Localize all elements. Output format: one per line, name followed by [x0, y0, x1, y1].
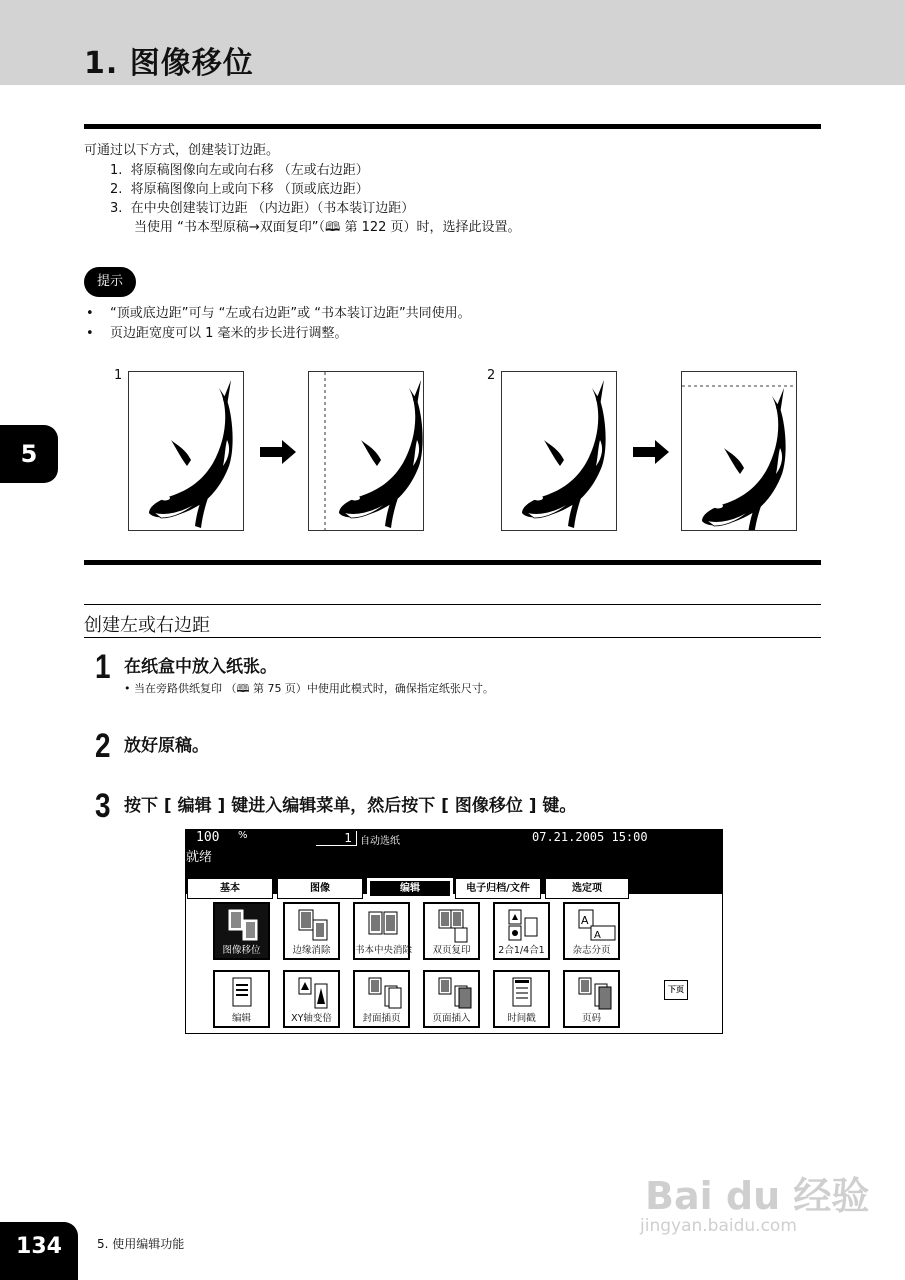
- paper-mode: 自动选纸: [360, 836, 400, 847]
- tab-basic[interactable]: 基本: [188, 879, 272, 898]
- step-text: 在纸盒中放入纸张。: [124, 657, 277, 677]
- section-title: 创建左或右边距: [84, 615, 210, 636]
- tab-image[interactable]: 图像: [278, 879, 362, 898]
- book-center-erase-icon: [367, 908, 399, 944]
- step-number: 1: [95, 648, 111, 686]
- figure-panel-shifted-down: [681, 371, 797, 531]
- footer-chapter: 5. 使用编辑功能: [97, 1237, 185, 1251]
- percent-sign: %: [238, 830, 248, 841]
- button-label: 双页复印: [432, 945, 471, 956]
- svg-text:A: A: [594, 930, 601, 941]
- arrow-right-icon: [260, 440, 296, 464]
- page-number: 134: [0, 1222, 78, 1280]
- image-shift-icon: [227, 908, 259, 944]
- arrow-right-icon: [633, 440, 669, 464]
- button-label: 书本中央消除: [355, 945, 413, 956]
- watermark-logo: Bai du 经验: [645, 1174, 870, 1218]
- button-label: 编辑: [231, 1013, 251, 1024]
- button-label: 页面插入: [432, 1013, 471, 1024]
- copies-value: 100: [196, 830, 220, 845]
- tip-bullets: [84, 304, 471, 344]
- chapter-tab: 5: [0, 425, 58, 483]
- sheet-insertion-icon: [437, 976, 477, 1012]
- button-label: 边缘消除: [292, 945, 331, 956]
- svg-text:A: A: [581, 914, 589, 927]
- tab-edit[interactable]: 编辑: [368, 879, 452, 898]
- tip-badge: 提示: [84, 267, 136, 297]
- copy-count: 1: [316, 831, 357, 846]
- intro-item-2: 2. 将原稿图像向上或向下移 （顶或底边距）: [110, 182, 369, 197]
- next-page-button[interactable]: 下页: [664, 980, 688, 1000]
- button-label: XY轴变倍: [291, 1013, 332, 1024]
- step-number: 2: [95, 727, 111, 765]
- step-number: 3: [95, 787, 111, 825]
- screen-status-bar: [186, 830, 722, 894]
- orca-image: [502, 372, 616, 530]
- magazine-sort-icon: [577, 908, 617, 944]
- page-title: 1. 图像移位: [84, 46, 254, 81]
- intro-item-1: 1. 将原稿图像向左或向右移 （左或右边距）: [110, 163, 369, 178]
- step-text: 放好原稿。: [124, 736, 209, 756]
- copier-touch-screen: [185, 829, 723, 1034]
- figure-panel-shifted-right: [308, 371, 424, 531]
- status-text: 就绪: [186, 850, 213, 865]
- book-center-erase-button[interactable]: [353, 902, 413, 960]
- top-rule: [84, 124, 821, 129]
- cover-sheet-icon: [367, 976, 407, 1012]
- orca-image: [309, 372, 423, 530]
- cover-sheet-button[interactable]: [353, 970, 410, 1028]
- tip-bullet: • 页边距宽度可以 1 毫米的步长进行调整。: [84, 324, 471, 344]
- button-label: 时间戳: [507, 1013, 536, 1024]
- image-shift-button[interactable]: [213, 902, 270, 960]
- figure-label-2: 2: [487, 368, 496, 383]
- button-label: 封面插页: [362, 1013, 401, 1024]
- orca-image: [682, 372, 796, 530]
- button-label: 图像移位: [222, 945, 261, 956]
- edge-erase-button[interactable]: [283, 902, 340, 960]
- 2in1-4in1-button[interactable]: [493, 902, 550, 960]
- intro-item-3-sub: 当使用 “书本型原稿→双面复印”（🕮 第 122 页）时，选择此设置。: [134, 220, 521, 235]
- page-number-icon: [577, 976, 617, 1012]
- magazine-sort-button[interactable]: [563, 902, 620, 960]
- page-number-button[interactable]: [563, 970, 620, 1028]
- button-label: 2合1/4合1: [498, 945, 545, 956]
- edit-button[interactable]: [213, 970, 270, 1028]
- time-stamp-button[interactable]: [493, 970, 550, 1028]
- tab-templates[interactable]: 选定项: [546, 879, 628, 898]
- intro-item-3: 3. 在中央创建装订边距 （内边距）（书本装订边距）: [110, 201, 415, 216]
- datetime: 07.21.2005 15:00: [532, 830, 648, 844]
- sheet-insertion-button[interactable]: [423, 970, 480, 1028]
- xy-zoom-button[interactable]: [283, 970, 340, 1028]
- step-text: 按下 [ 编辑 ] 键进入编辑菜单，然后按下 [ 图像移位 ] 键。: [124, 796, 577, 816]
- dual-page-button[interactable]: [423, 902, 480, 960]
- intro-lead: 可通过以下方式，创建装订边距。: [84, 143, 280, 158]
- tip-bullet: • “顶或底边距”可与 “左或右边距”或 “书本装订边距”共同使用。: [84, 304, 471, 324]
- figure-bottom-rule: [84, 560, 821, 565]
- time-stamp-icon: [507, 976, 539, 1012]
- watermark-url: jingyan.baidu.com: [640, 1216, 797, 1236]
- xy-zoom-icon: [297, 976, 329, 1012]
- figure-label-1: 1: [114, 368, 123, 383]
- figure-panel-original-1: [128, 371, 244, 531]
- button-label: 页码: [581, 1013, 601, 1024]
- button-label: 杂志分页: [572, 945, 611, 956]
- orca-image: [129, 372, 243, 530]
- step-note: • 当在旁路供纸复印 （🕮 第 75 页）中使用此模式时，确保指定纸张尺寸。: [124, 682, 494, 695]
- figure-panel-original-2: [501, 371, 617, 531]
- 2in1-4in1-icon: [507, 908, 539, 944]
- dual-page-icon: [437, 908, 469, 944]
- tab-efiling[interactable]: 电子归档/文件: [456, 879, 540, 898]
- edge-erase-icon: [297, 908, 329, 944]
- edit-icon: [227, 976, 259, 1012]
